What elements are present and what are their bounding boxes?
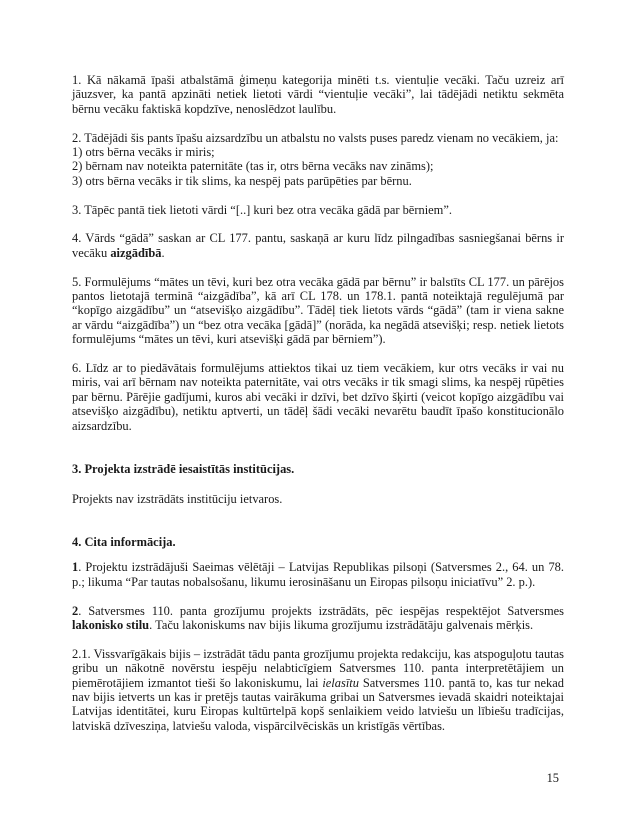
section-heading-4: 4. Cita informācija. (72, 534, 176, 549)
paragraph-6: 6. Līdz ar to piedāvātais formulējums attiektos tikai uz tiem vecākiem, kur otrs vecāks ir vai nu miris, vai arī bērnam nav noteikta paternitāte, vai otrs vecāks ir tik smagi slims, ka nespēj rūpēties par bērnu. Pārējie gadījumi, kuros abi vecāki ir dzīvi, bet dzīvo šķirti (veicot kopīgo aizgādību vai atsevišķo aizgādību), netiktu aptverti, un tādēļ šādi vecāki nevarētu baudīt īpašo konstitucionālo aizsardzību. (72, 361, 564, 433)
paragraph-5: 5. Formulējums “mātes un tēvi, kuri bez otra vecāka gādā par bērnu” ir balstīts CL 177. un pārējos pantos lietotajā terminā “aizgādība”, kā arī CL 178. un 178.1. pantā noteiktajā regulējumā par “kopīgo aizgādību” un “atsevišķo aizgādību”. Tādēļ tiek lietots vārds “gādā” (tam ir viena sakne ar vārdu “aizgādība”) un “bez otra vecāka [gādā]” (norāda, ka negādā atsevišķi; resp. netiek lietots formulējums “mātes un tēvi, kuri atsevišķi gādā par bērniem”). (72, 274, 564, 347)
paragraph-4 (72, 231, 564, 260)
paragraph-2-item-2: 2) bērnam nav noteikta paternitāte (tas ir, otrs bērna vecāks nav zināms); (72, 159, 434, 174)
section-4-paragraph-2-text: . Satversmes 110. panta grozījumu projekts izstrādāts, pēc iespējas respektējot Satversmes (78, 603, 564, 618)
section-4-paragraph-2-1-text-end: Satversmes 110. pantā to, kas tur nekad nav bijis ietverts un kas ir pretējs tautas vairākuma gribai un Satversmes ievadā skaidri noteiktajai Latvijas identitātei, kuru Eiropas kultūrtelpā kopš senlaikiem veido latviešu un lībiešu tradīcijas, latviskā dzīvesziņa, latviešu valoda, vispārcilvēciskās un kristīgās vērtības. (72, 675, 565, 733)
section-4-paragraph-1-text: . Projektu izstrādājuši Saeimas vēlētāji – Latvijas Republikas pilsoņi (Satversmes 2., 64. un 78. p.; likuma “Par tautas nobalsošanu, likumu ierosināšanu un Eiropas pilsoņu iniciatīvu” 2. p.). (72, 560, 564, 589)
paragraph-3: 3. Tāpēc pantā tiek lietoti vārdi “[..] kuri bez otra vecāka gādā par bērniem”. (72, 202, 452, 217)
paragraph-2 (72, 131, 564, 189)
section-heading-3: 3. Projekta izstrādē iesaistītās institūcijas. (72, 462, 295, 477)
paragraph-4-text-end: . (161, 245, 165, 260)
paragraph-4-bold-term: aizgādībā (110, 245, 162, 260)
paragraph-1: 1. Kā nākamā īpaši atbalstāmā ģimeņu kategorija minēti t.s. vientuļie vecāki. Taču uzreiz arī jāuzsver, ka pantā apzināti netiek lietoti vārdi “vientuļie vecāki”, lai tādējādi netiktu sekmēta bērnu vecāku faktiskā kopdzīve, nenoslēdzot laulību. (72, 73, 564, 116)
section-4-paragraph-2-1 (72, 647, 564, 733)
section-3-paragraph: Projekts nav izstrādāts institūciju ietvaros. (72, 492, 283, 507)
section-4-paragraph-1-number: 1 (72, 560, 79, 575)
paragraph-2-intro: 2. Tādējādi šis pants īpašu aizsardzību un atbalstu no valsts puses paredz vienam no vecākiem, ja: (72, 130, 559, 145)
paragraph-2-item-1: 1) otrs bērna vecāks ir miris; (72, 145, 215, 160)
section-4-paragraph-2-1-text: 2.1. Vissvarīgākais bijis – izstrādāt tādu panta grozījumu projekta redakciju, kas atspoguļotu tautas gribu un nākotnē novērstu iespēju nelabticīgiem Satversmes 110. panta interpretētājiem un piemērotājiem izmantot tieši šo lakoniskumu, lai (72, 646, 564, 690)
paragraph-4-text: 4. Vārds “gādā” saskan ar CL 177. pantu, saskaņā ar kuru līdz pilngadības sasniegšanai bērns ir vecāku (72, 231, 564, 260)
section-4-paragraph-2-bold-term: lakonisko stilu (72, 617, 150, 632)
page-number: 15 (546, 771, 559, 785)
section-4-paragraph-2-1-italic-term: ielasītu (322, 675, 359, 690)
section-4-paragraph-2-text-end: . Taču lakoniskums nav bijis likuma grozījumu izstrādātāju galvenais mērķis. (149, 617, 534, 632)
section-4-paragraph-2-number: 2 (72, 603, 79, 618)
section-4-paragraph-1 (72, 560, 564, 589)
paragraph-2-item-3: 3) otrs bērna vecāks ir tik slims, ka nespēj pats parūpēties par bērnu. (72, 173, 412, 188)
section-4-paragraph-2 (72, 604, 564, 633)
